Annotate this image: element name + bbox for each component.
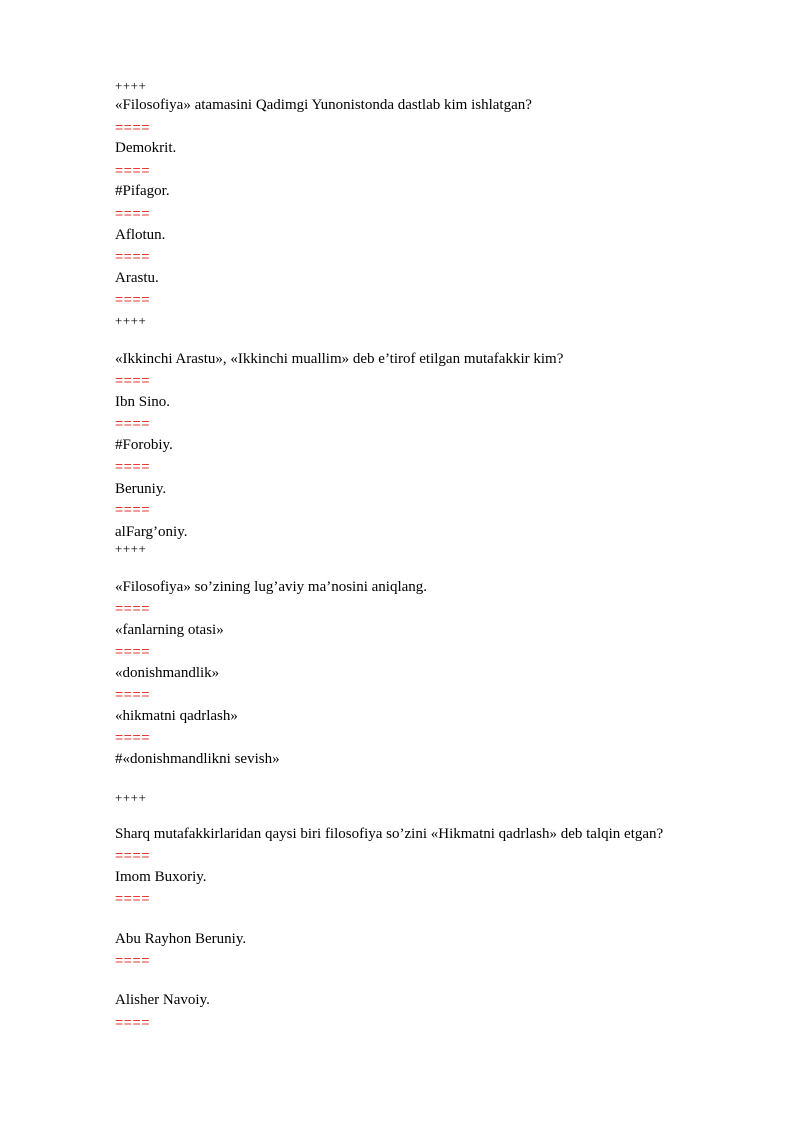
option-separator: ==== [115, 890, 151, 906]
option-separator: ==== [115, 248, 151, 264]
option-text: Ibn Sino. [115, 394, 171, 410]
option-separator: ==== [115, 119, 151, 135]
question-text: «Filosofiya» atamasini Qadimgi Yunonistonda dastlab kim ishlatgan? [115, 97, 532, 113]
option-separator: ==== [115, 729, 151, 745]
option-separator: ==== [115, 501, 151, 517]
option-separator: ==== [115, 162, 151, 178]
option-text: Abu Rayhon Beruniy. [115, 931, 247, 947]
option-text: Arastu. [115, 270, 159, 286]
option-separator: ==== [115, 372, 151, 388]
question-marker: ++++ [115, 790, 147, 805]
question-text: «Filosofiya» so’zining lug’aviy ma’nosini aniqlang. [115, 579, 428, 595]
option-separator: ==== [115, 291, 151, 307]
option-text: «fanlarning otasi» [115, 622, 224, 638]
question-text: «Ikkinchi Arastu», «Ikkinchi muallim» deb e’tirof etilgan mutafakkir kim? [115, 351, 564, 367]
option-text: Alisher Navoiy. [115, 992, 210, 1008]
option-text: #«donishmandlikni sevish» [115, 751, 280, 767]
option-separator: ==== [115, 643, 151, 659]
option-text: Beruniy. [115, 481, 167, 497]
option-text: alFarg’oniy. [115, 524, 188, 540]
option-separator: ==== [115, 205, 151, 221]
option-text: #Forobiy. [115, 437, 173, 453]
option-separator: ==== [115, 686, 151, 702]
option-text: #Pifagor. [115, 183, 170, 199]
option-separator: ==== [115, 1014, 151, 1030]
option-text: «donishmandlik» [115, 665, 220, 681]
option-separator: ==== [115, 952, 151, 968]
option-separator: ==== [115, 458, 151, 474]
option-separator: ==== [115, 600, 151, 616]
option-separator: ==== [115, 415, 151, 431]
option-text: Demokrit. [115, 140, 177, 156]
option-text: «hikmatni qadrlash» [115, 708, 238, 724]
option-separator: ==== [115, 847, 151, 863]
question-text: Sharq mutafakkirlaridan qaysi biri filosofiya so’zini «Hikmatni qadrlash» deb talqin etgan? [115, 826, 664, 842]
question-marker: ++++ [115, 541, 147, 556]
option-text: Imom Buxoriy. [115, 869, 207, 885]
question-marker: ++++ [115, 313, 147, 328]
question-marker: ++++ [115, 78, 147, 93]
option-text: Aflotun. [115, 227, 166, 243]
